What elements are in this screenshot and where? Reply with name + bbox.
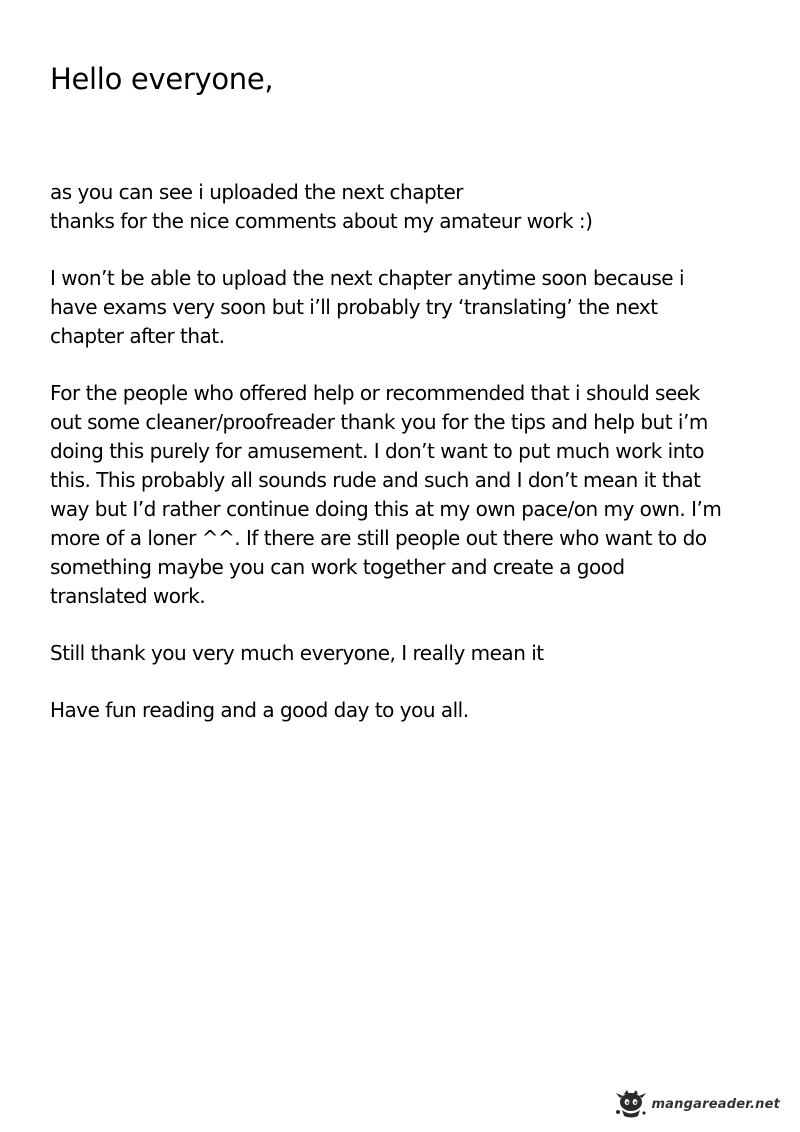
text-line: translated work.	[50, 584, 206, 608]
text-line: Have fun reading and a good day to you all.	[50, 698, 469, 722]
text-line: For the people who offered help or recommended that i should seek	[50, 381, 700, 405]
paragraph	[50, 264, 770, 351]
text-line: way but I’d rather continue doing this at my own pace/on my own. I’m	[50, 497, 722, 521]
greeting-heading: Hello everyone,	[50, 62, 274, 96]
text-line: chapter after that.	[50, 324, 225, 348]
paragraph	[50, 696, 770, 725]
text-line: this. This probably all sounds rude and such and I don’t mean it that	[50, 468, 701, 492]
text-line: I won’t be able to upload the next chapter anytime soon because i	[50, 266, 685, 290]
text-line: Still thank you very much everyone, I really mean it	[50, 641, 544, 665]
message-body	[50, 178, 770, 753]
paragraph	[50, 178, 770, 236]
text-line: more of a loner ^^. If there are still people out there who want to do	[50, 526, 707, 550]
text-line: as you can see i uploaded the next chapter	[50, 180, 464, 204]
watermark-text: mangareader.net	[651, 1096, 780, 1112]
text-line: thanks for the nice comments about my amateur work :)	[50, 209, 593, 233]
text-line: doing this purely for amusement. I don’t want to put much work into	[50, 439, 704, 463]
site-watermark	[614, 1090, 780, 1118]
paragraph	[50, 639, 770, 668]
manga-character-logo-icon	[614, 1090, 648, 1118]
text-line: out some cleaner/proofreader thank you for the tips and help but i’m	[50, 410, 708, 434]
text-line: something maybe you can work together and create a good	[50, 555, 625, 579]
text-line: have exams very soon but i’ll probably try ‘translating’ the next	[50, 295, 658, 319]
paragraph	[50, 379, 770, 611]
